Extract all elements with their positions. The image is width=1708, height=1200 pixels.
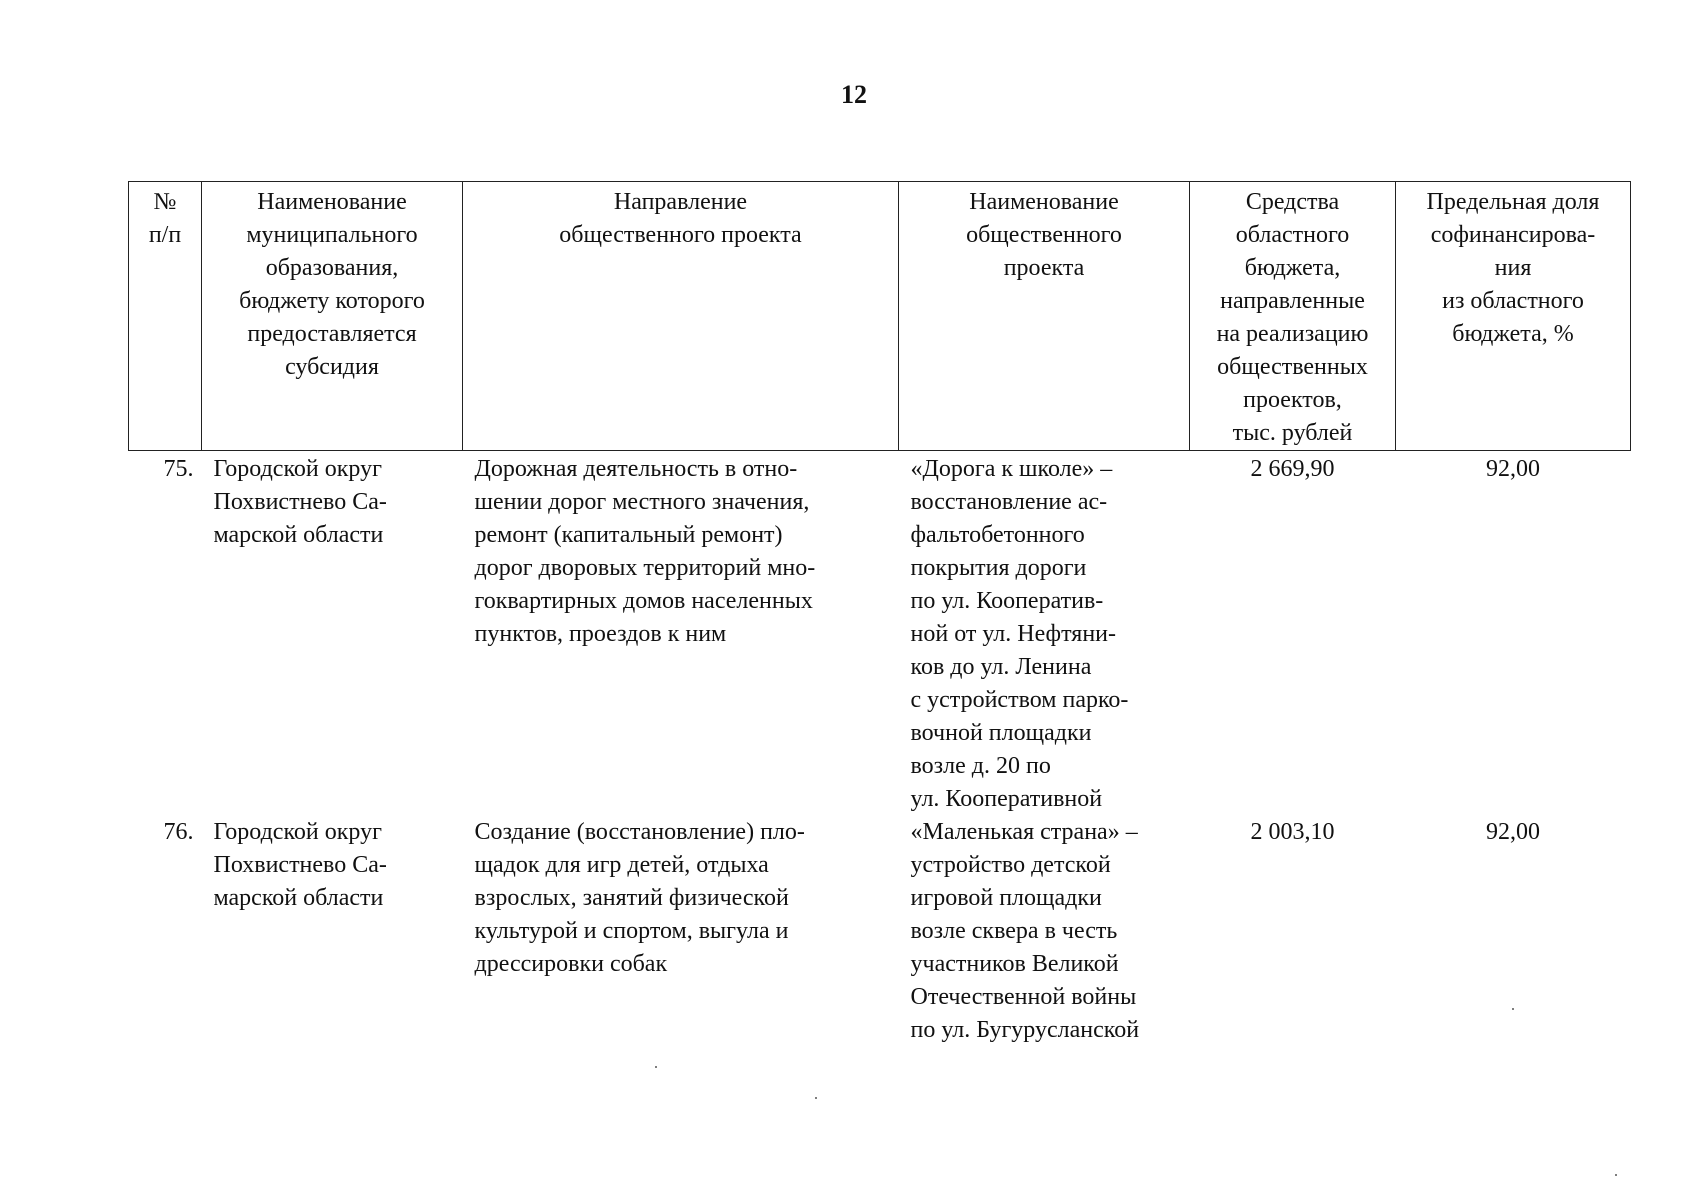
header-share: Предельная доля софинансирова- ния из областного бюджета, %	[1396, 182, 1631, 451]
row-project-name: «Маленькая страна» – устройство детской игровой площадки возле сквера в честь участников Великой Отечественной войны по ул. Бугурусланской	[910, 819, 1140, 1043]
scan-speck	[1512, 1008, 1514, 1010]
header-direction: Направление общественного проекта	[463, 182, 899, 451]
row-direction: Дорожная деятельность в отно- шении дорог местного значения, ремонт (капитальный ремонт) дорог дворовых территорий мно- гоквартирных домов населенных пунктов, проездов к ним	[474, 456, 816, 647]
row-direction: Создание (восстановление) пло- щадок для игр детей, отдыха взрослых, занятий физической культурой и спортом, выгула и дрессировки собак	[474, 819, 805, 977]
scan-speck	[1615, 1174, 1617, 1176]
table-body	[129, 451, 1631, 1048]
subsidy-table	[128, 181, 1631, 1047]
table-row	[129, 451, 1631, 817]
row-share: 92,00	[1486, 819, 1540, 845]
row-municipality: Городской округ Похвистнево Са- марской области	[213, 456, 387, 548]
scan-speck	[815, 1097, 817, 1099]
row-funds: 2 003,10	[1250, 819, 1335, 845]
header-row	[129, 182, 1631, 451]
table-row	[129, 816, 1631, 1047]
page-number: 12	[841, 80, 867, 109]
header-number: № п/п	[129, 182, 202, 451]
row-share: 92,00	[1486, 456, 1540, 482]
row-funds: 2 669,90	[1250, 456, 1335, 482]
header-funds: Средства областного бюджета, направленные на реализацию общественных проектов, тыс. рублей	[1190, 182, 1396, 451]
subsidy-table-container	[128, 181, 1630, 1047]
row-project-name: «Дорога к школе» – восстановление ас- фальтобетонного покрытия дороги по ул. Кооператив- ной от ул. Нефтяни- ков до ул. Ленина с устройством парко- вочной площадки возле д. 20 по ул. Кооперативной	[910, 456, 1129, 812]
row-number: 75.	[163, 456, 194, 482]
table-header	[129, 182, 1631, 451]
header-municipality: Наименование муниципального образования, бюджету которого предоставляется субсидия	[202, 182, 463, 451]
scan-speck	[655, 1066, 657, 1068]
row-number: 76.	[163, 819, 194, 845]
row-municipality: Городской округ Похвистнево Са- марской области	[213, 819, 387, 911]
header-project-name: Наименование общественного проекта	[899, 182, 1190, 451]
